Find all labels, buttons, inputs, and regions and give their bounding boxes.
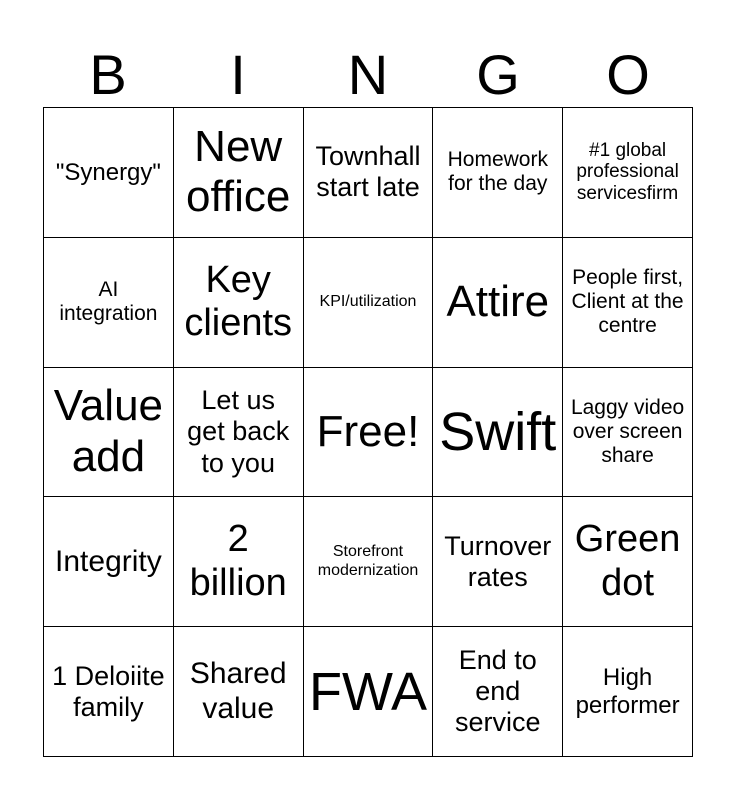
bingo-cell-2-5[interactable] [563,238,693,368]
cell-label: Swift [439,401,557,462]
header-letter-g: G [476,43,520,106]
bingo-cell-5-1[interactable] [44,627,174,757]
cell-label: KPI/utilization [319,293,417,310]
cell-label: Green dot [574,518,681,604]
bingo-cell-5-3[interactable] [304,627,434,757]
bingo-cell-3-2[interactable] [174,368,304,498]
bingo-cell-5-4[interactable] [433,627,563,757]
bingo-cell-4-3[interactable] [304,497,434,627]
bingo-cell-5-5[interactable] [563,627,693,757]
bingo-cell-3-1[interactable] [44,368,174,498]
bingo-board [43,107,693,757]
bingo-cell-4-2[interactable] [174,497,304,627]
header-letter-b: B [89,43,127,106]
bingo-cell-4-5[interactable] [563,497,693,627]
cell-label: Integrity [55,544,162,578]
cell-label: Townhall start late [315,141,421,203]
bingo-cell-4-4[interactable] [433,497,563,627]
bingo-cell-1-1[interactable] [44,108,174,238]
bingo-cell-2-2[interactable] [174,238,304,368]
header-letter-n: N [347,43,389,106]
cell-label: Let us get back to you [187,385,290,478]
cell-label: AI integration [59,278,158,326]
header-letter-i: I [230,43,246,106]
cell-label: Attire [446,276,550,326]
cell-label: FWA [309,661,427,722]
cell-label: Storefront modernization [317,543,419,579]
cell-label: #1 global professional servicesfirm [576,139,679,205]
cell-label: Turnover rates [444,530,552,592]
cell-label: Free! [316,406,420,456]
cell-label: End to end service [455,645,541,738]
cell-label: New office [186,121,291,222]
cell-label: Homework for the day [447,148,548,196]
bingo-header [43,44,693,106]
header-letter-o: O [606,43,650,106]
bingo-cell-4-1[interactable] [44,497,174,627]
cell-label: Key clients [184,258,293,345]
cell-label: 1 Deloiite family [52,660,165,722]
cell-label: 2 billion [189,518,287,604]
cell-label: High performer [575,664,680,719]
bingo-cell-1-4[interactable] [433,108,563,238]
cell-label: Value add [53,381,164,481]
bingo-cell-3-4[interactable] [433,368,563,498]
cell-label: Shared value [189,657,287,725]
bingo-cell-1-3[interactable] [304,108,434,238]
bingo-cell-1-2[interactable] [174,108,304,238]
bingo-cell-2-1[interactable] [44,238,174,368]
bingo-cell-1-5[interactable] [563,108,693,238]
cell-label: Laggy video over screen share [570,395,685,468]
bingo-cell-2-4[interactable] [433,238,563,368]
bingo-cell-3-5[interactable] [563,368,693,498]
bingo-cell-3-3[interactable] [304,368,434,498]
cell-label: People first, Client at the centre [571,265,684,338]
cell-label: "Synergy" [55,158,161,186]
bingo-cell-5-2[interactable] [174,627,304,757]
bingo-cell-2-3[interactable] [304,238,434,368]
